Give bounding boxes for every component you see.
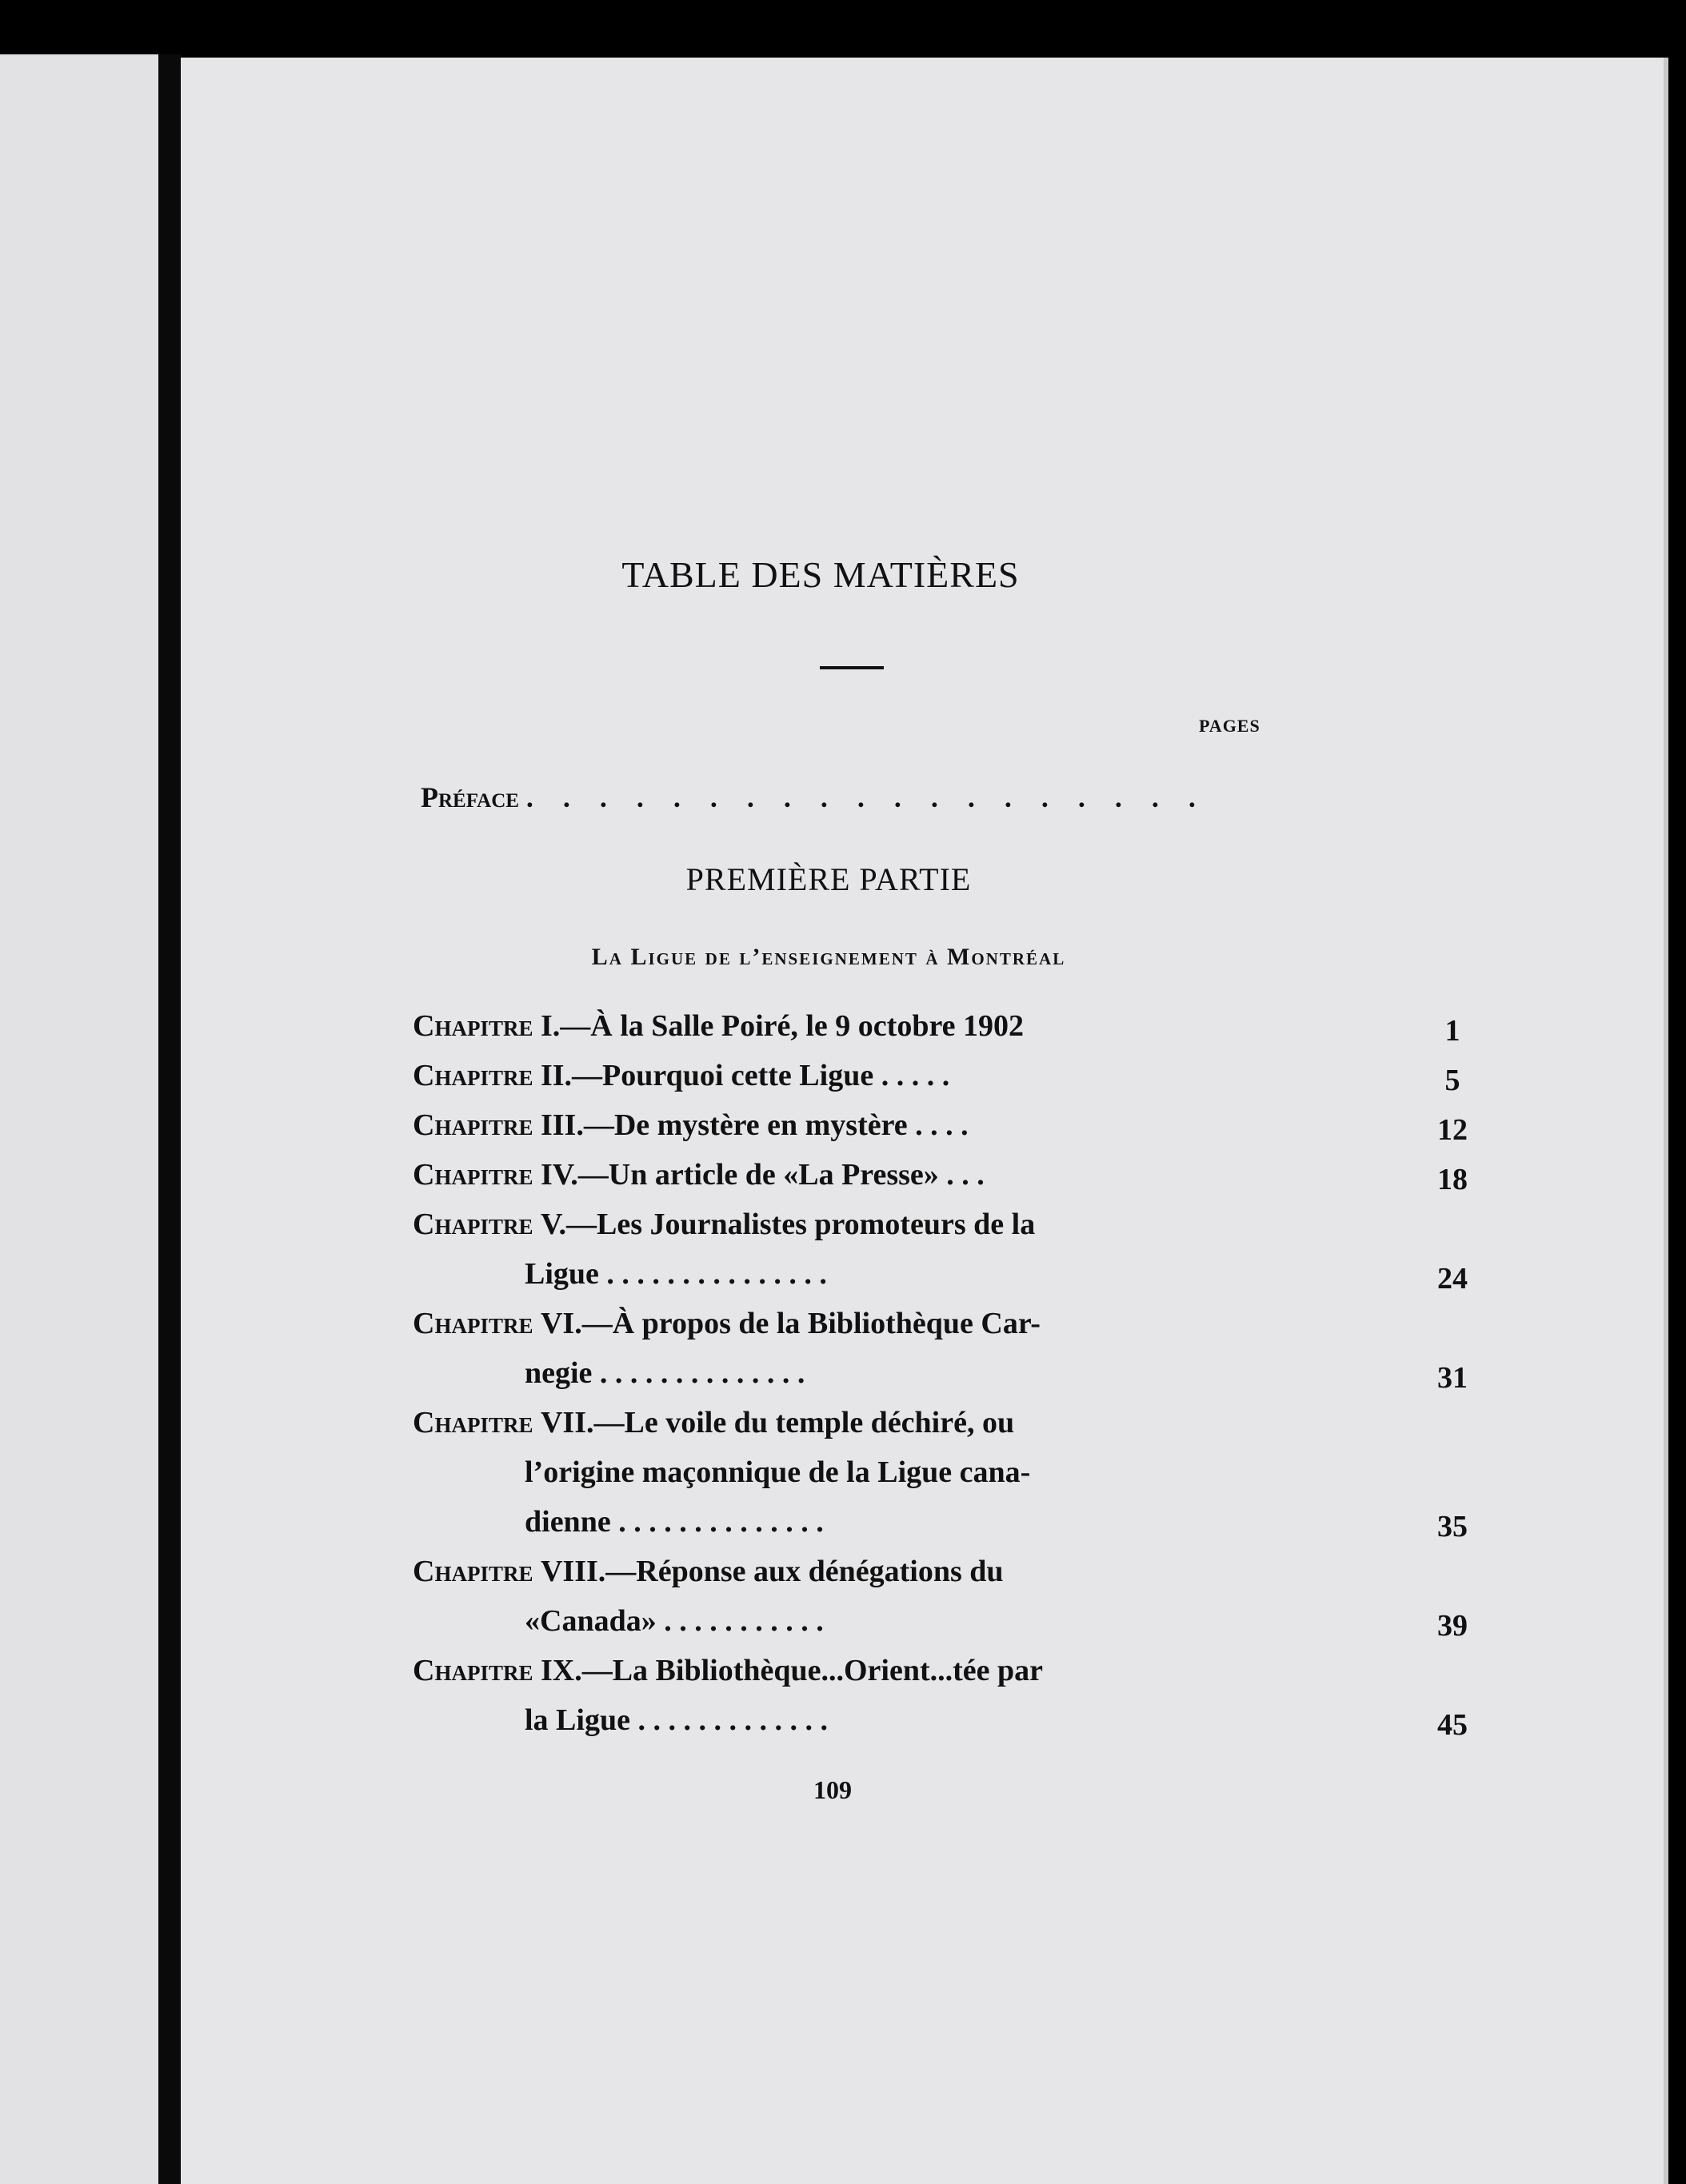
chapter-page-number: 31 [1437, 1361, 1468, 1395]
chapter-title-text: II.—Pourquoi cette Ligue . . . . . [540, 1059, 950, 1092]
chapter-title-text: III.—De mystère en mystère . . . . [540, 1108, 969, 1142]
toc-entry [413, 1051, 1484, 1100]
toc-entry-line [413, 1100, 1484, 1150]
toc-entry [413, 1200, 1484, 1299]
scanned-page [181, 58, 1668, 2184]
toc-entry-line [413, 1695, 1484, 1745]
toc-entry-line [413, 1348, 1484, 1398]
toc-entry-line [413, 1249, 1484, 1299]
toc-entry [413, 1299, 1484, 1398]
toc-entry-line [413, 1547, 1484, 1596]
table-of-contents [413, 1001, 1484, 1745]
page-number: 109 [813, 1775, 852, 1804]
toc-entry-line [413, 1200, 1484, 1249]
chapter-title-text: IX.—La Bibliothèque...Orient...tée par [540, 1654, 1044, 1687]
chapter-title-text: l’origine maçonnique de la Ligue cana- [525, 1455, 1031, 1489]
part-title: PREMIÈRE PARTIE [685, 861, 972, 897]
chapter-page-number: 45 [1437, 1708, 1468, 1742]
toc-entry-line [413, 1299, 1484, 1348]
toc-entry [413, 1547, 1484, 1646]
preface-leader-dots: . . . . . . . . . . . . . . . . . . . [525, 781, 1207, 813]
chapter-label: Chapitre [413, 1108, 541, 1142]
toc-entry-line [413, 1051, 1484, 1100]
preface-label: Préface [421, 781, 519, 813]
facing-page [0, 54, 158, 2184]
chapter-page-number: 35 [1437, 1510, 1468, 1543]
chapter-title-text: V.—Les Journalistes promoteurs de la [540, 1208, 1036, 1241]
chapter-title-text: I.—À la Salle Poiré, le 9 octobre 1902 [540, 1009, 1024, 1043]
toc-entry [413, 1646, 1484, 1745]
chapter-label: Chapitre [413, 1009, 541, 1043]
toc-entry [413, 1100, 1484, 1150]
chapter-label: Chapitre [413, 1208, 541, 1241]
toc-entry [413, 1398, 1484, 1547]
chapter-title-text: IV.—Un article de «La Presse» . . . [540, 1158, 985, 1192]
chapter-label: Chapitre [413, 1555, 541, 1588]
chapter-title-text: Ligue . . . . . . . . . . . . . . . [525, 1257, 827, 1291]
chapter-page-number: 39 [1437, 1609, 1468, 1643]
toc-entry [413, 1001, 1484, 1051]
toc-entry-line [413, 1447, 1484, 1497]
toc-entry [413, 1150, 1484, 1200]
chapter-page-number: 1 [1444, 1014, 1460, 1048]
chapter-title-text: VII.—Le voile du temple déchiré, ou [540, 1406, 1015, 1439]
chapter-title-text: VIII.—Réponse aux dénégations du [540, 1555, 1004, 1588]
chapter-page-number: 18 [1437, 1163, 1468, 1196]
toc-entry-line [413, 1596, 1484, 1646]
chapter-page-number: 24 [1437, 1262, 1468, 1296]
preface-entry [421, 781, 1364, 814]
toc-entry-line [413, 1497, 1484, 1547]
chapter-label: Chapitre [413, 1307, 541, 1340]
chapter-title-text: «Canada» . . . . . . . . . . . [525, 1604, 824, 1638]
pages-column-label: PAGES [1199, 716, 1261, 736]
toc-entry-line [413, 1398, 1484, 1447]
part-subtitle: La Ligue de l’enseignement à Montréal [591, 944, 1066, 970]
toc-entry-line [413, 1646, 1484, 1695]
page-title: TABLE DES MATIÈRES [621, 554, 1020, 595]
chapter-label: Chapitre [413, 1406, 541, 1439]
toc-entry-line [413, 1001, 1484, 1051]
chapter-title-text: la Ligue . . . . . . . . . . . . . [525, 1703, 828, 1737]
chapter-title-text: VI.—À propos de la Bibliothèque Car- [540, 1307, 1041, 1340]
chapter-label: Chapitre [413, 1654, 541, 1687]
chapter-label: Chapitre [413, 1059, 541, 1092]
chapter-label: Chapitre [413, 1158, 541, 1192]
chapter-page-number: 5 [1444, 1064, 1460, 1097]
chapter-page-number: 12 [1437, 1113, 1468, 1147]
title-rule [820, 666, 884, 669]
toc-entry-line [413, 1150, 1484, 1200]
chapter-title-text: dienne . . . . . . . . . . . . . . [525, 1505, 824, 1539]
chapter-title-text: negie . . . . . . . . . . . . . . [525, 1356, 805, 1390]
book-spine [158, 54, 181, 2184]
